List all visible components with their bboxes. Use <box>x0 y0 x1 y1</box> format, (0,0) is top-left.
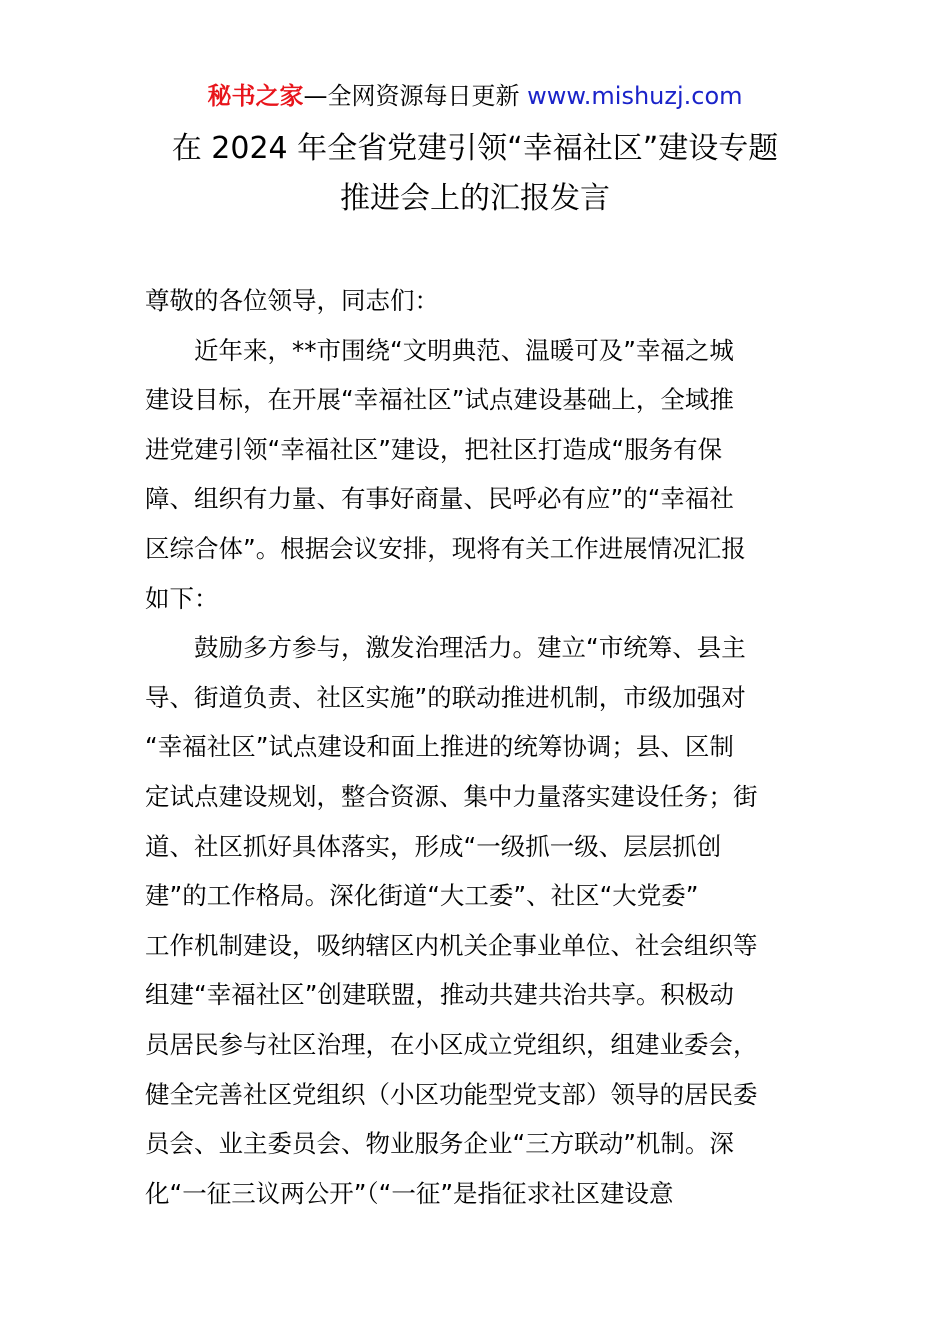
body-line: 区综合体”。根据会议安排，现将有关工作进展情况汇报 <box>145 533 746 563</box>
document-body <box>145 276 810 1218</box>
title-line-2: 推进会上的汇报发言 <box>340 181 610 216</box>
body-line: 进党建引领“幸福社区”建设，把社区打造成“服务有保 <box>145 434 723 464</box>
site-brand: 秘书之家 <box>207 82 304 110</box>
body-line: 定试点建设规划，整合资源、集中力量落实建设任务；街 <box>145 781 758 811</box>
body-line: 化“一征三议两公开”（“一征”是指征求社区建设意 <box>145 1178 674 1208</box>
body-line: 建设目标，在开展“幸福社区”试点建设基础上，全域推 <box>145 385 734 415</box>
site-tagline: —全网资源每日更新 <box>303 82 528 110</box>
site-url-link[interactable]: www.mishuzj.com <box>527 82 743 110</box>
body-line: 道、社区抓好具体落实，形成“一级抓一级、层层抓创 <box>145 831 722 861</box>
body-line: 鼓励多方参与，激发治理活力。建立“市统筹、县主 <box>194 633 746 663</box>
body-line: 近年来，**市围绕“文明典范、温暖可及”幸福之城 <box>194 335 734 365</box>
body-line: 健全完善社区党组织（小区功能型党支部）领导的居民委 <box>145 1079 758 1109</box>
body-line: 工作机制建设，吸纳辖区内机关企事业单位、社会组织等 <box>145 930 758 960</box>
body-line: 建”的工作格局。深化街道“大工委”、社区“大党委” <box>145 881 699 911</box>
body-line: 导、街道负责、社区实施”的联动推进机制，市级加强对 <box>145 682 746 712</box>
title-line-1: 在 2024 年全省党建引领“幸福社区”建设专题 <box>171 131 779 166</box>
body-line: 员居民参与社区治理，在小区成立党组织，组建业委会， <box>145 1029 758 1059</box>
body-line: 组建“幸福社区”创建联盟，推动共建共治共享。积极动 <box>145 980 734 1010</box>
body-line: 如下： <box>145 583 219 613</box>
site-header <box>0 80 950 112</box>
body-line: 员会、业主委员会、物业服务企业“三方联动”机制。深 <box>145 1129 734 1159</box>
body-line: 障、组织有力量、有事好商量、民呼必有应”的“幸福社 <box>145 484 734 514</box>
salutation: 尊敬的各位领导，同志们： <box>145 286 439 315</box>
body-line: “幸福社区”试点建设和面上推进的统筹协调；县、区制 <box>145 732 734 762</box>
document-title <box>0 124 950 224</box>
